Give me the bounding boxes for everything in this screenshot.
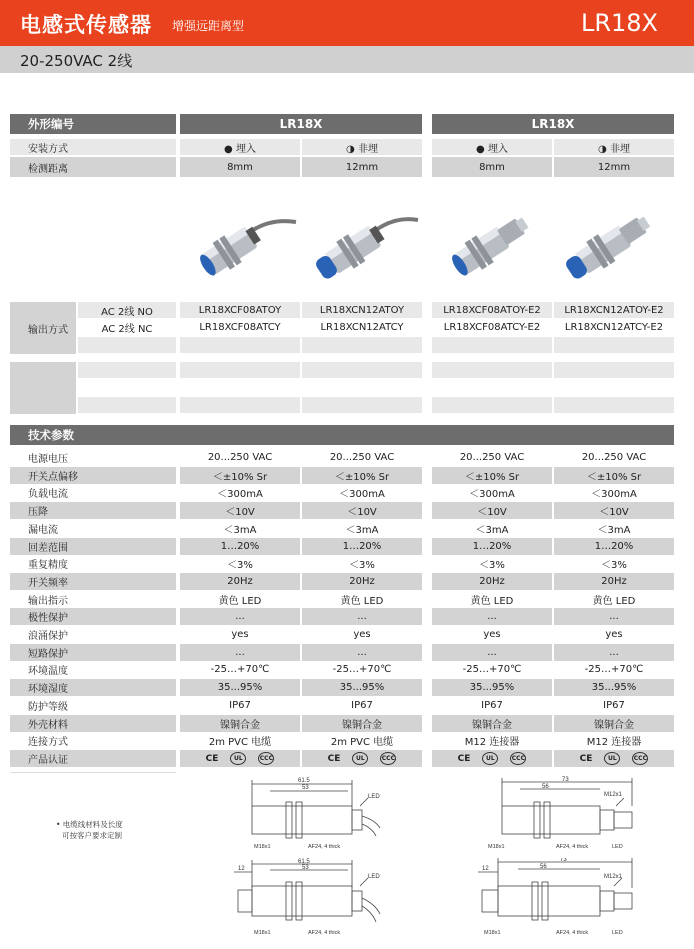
spec-value: 2m PVC 电缆 <box>208 737 272 748</box>
spec-label: 漏电流 <box>28 525 58 536</box>
distance-value: 12mm <box>302 157 422 177</box>
spec-value: ... <box>554 644 674 661</box>
spec-value: ＜3mA <box>475 525 509 536</box>
spec-value: 20...250 VAC <box>207 452 273 463</box>
sensor-image-m12-flush <box>440 196 550 288</box>
cert-icons <box>302 750 422 767</box>
spec-value: 20Hz <box>180 573 300 590</box>
mount-value: ◑ 非埋 <box>554 139 674 155</box>
spec-label: 极性保护 <box>10 608 176 625</box>
spec-value: ... <box>180 608 300 625</box>
spec-value: ＜±10% Sr <box>302 467 422 484</box>
spec-label: 负载电流 <box>28 489 68 500</box>
nut-label: AF24, 4 thick <box>556 930 589 936</box>
dim-body: 56 <box>542 784 549 790</box>
dim-overall: 73 <box>562 777 569 783</box>
dimension-drawing-m12-2 <box>468 858 664 942</box>
spec-value: ＜10V <box>180 502 300 519</box>
spec-label: 重复精度 <box>28 560 68 571</box>
empty-cell <box>78 397 176 413</box>
empty-cell <box>432 337 552 353</box>
connector-label: M12x1 <box>604 792 623 798</box>
dimension-drawing-m12-1 <box>484 776 664 856</box>
empty-cell <box>78 337 176 353</box>
ccc-mark-icon: CCC <box>380 752 396 765</box>
mount-value: ◑ 非埋 <box>302 139 422 155</box>
voltage-label: 20-250VAC 2线 <box>20 52 133 70</box>
model-number: LR18XCN12ATCY <box>320 321 404 333</box>
empty-cell <box>302 337 422 353</box>
spec-value: yes <box>353 629 371 640</box>
ccc-mark-icon: CCC <box>258 752 274 765</box>
spec-value: ＜3mA <box>597 525 631 536</box>
spec-value: ＜10V <box>432 502 552 519</box>
empty-cell <box>10 362 76 414</box>
spec-value: 1…20% <box>180 538 300 555</box>
distance-label: 检测距离 <box>10 157 176 177</box>
group-header-2: LR18X <box>432 114 674 134</box>
spec-value: 1…20% <box>432 538 552 555</box>
spec-value: ＜3% <box>601 560 627 571</box>
nut-label: AF24, 4 thick <box>308 930 341 936</box>
spec-value: 20Hz <box>432 573 552 590</box>
dim-overall: 61.5 <box>298 778 310 784</box>
spec-value: ＜300mA <box>217 489 263 500</box>
output-type: AC 2线 NC <box>101 323 153 335</box>
thread-label: M18x1 <box>488 844 505 850</box>
thread-label: M18x1 <box>254 930 271 936</box>
spec-value: ... <box>302 608 422 625</box>
connector-label: M12x1 <box>604 874 623 880</box>
dim-thread-lead: 12 <box>238 866 245 872</box>
empty-cell <box>302 397 422 413</box>
model-number: LR18XCN12ATOY <box>302 302 422 318</box>
spec-value: ＜10V <box>554 502 674 519</box>
model-number: LR18XCF08ATCY <box>199 321 281 333</box>
dimension-drawing-cable-2 <box>230 858 400 942</box>
drawing-note-line2: 可按客户要求定制 <box>62 831 122 840</box>
cert-icons <box>554 750 674 767</box>
distance-value: 12mm <box>554 157 674 177</box>
distance-value: 8mm <box>180 157 300 177</box>
spec-value: 35...95% <box>180 679 300 696</box>
empty-cell <box>180 397 300 413</box>
thread-label: M18x1 <box>484 930 501 936</box>
model-number: LR18XCF08ATOY-E2 <box>432 302 552 318</box>
spec-value: 35...95% <box>554 679 674 696</box>
spec-value: 20...250 VAC <box>581 452 647 463</box>
spec-value: 20...250 VAC <box>459 452 525 463</box>
dim-body: 53 <box>302 865 309 871</box>
spec-value: ＜10V <box>302 502 422 519</box>
header-title: 电感式传感器 <box>20 13 152 37</box>
spec-value: 镍铜合金 <box>432 715 552 732</box>
spec-label: 外壳材料 <box>10 715 176 732</box>
spec-value: ＜300mA <box>591 489 637 500</box>
spec-value: ＜300mA <box>339 489 385 500</box>
spec-value: 20Hz <box>554 573 674 590</box>
spec-value: ＜±10% Sr <box>554 467 674 484</box>
spec-value: yes <box>605 629 623 640</box>
empty-cell <box>302 362 422 378</box>
ccc-mark-icon: CCC <box>510 752 526 765</box>
spec-value: 35...95% <box>432 679 552 696</box>
spec-value: ＜3mA <box>345 525 379 536</box>
spec-value: 1…20% <box>302 538 422 555</box>
spec-value: 镍铜合金 <box>302 715 422 732</box>
spec-value: ... <box>302 644 422 661</box>
led-label: LED <box>612 930 623 936</box>
spec-label: 连接方式 <box>28 737 68 748</box>
empty-cell <box>432 397 552 413</box>
spec-value: ＜300mA <box>469 489 515 500</box>
spec-value: 35...95% <box>302 679 422 696</box>
empty-cell <box>554 362 674 378</box>
spec-value: yes <box>231 629 249 640</box>
dim-body: 56 <box>540 864 547 870</box>
model-number: LR18XCF08ATOY <box>180 302 300 318</box>
model-number: LR18XCN12ATOY-E2 <box>554 302 674 318</box>
spec-value: 20Hz <box>302 573 422 590</box>
distance-value: 8mm <box>432 157 552 177</box>
mount-label: 安装方式 <box>10 139 176 155</box>
thread-label: M18x1 <box>254 844 271 850</box>
spec-value: ＜3% <box>479 560 505 571</box>
spec-label: 压降 <box>10 502 176 519</box>
sensor-image-m12-nonflush <box>560 196 670 288</box>
spec-label: 开关点偏移 <box>10 467 176 484</box>
ul-mark-icon: UL <box>352 752 368 765</box>
header-subtitle: 增强远距离型 <box>172 19 245 33</box>
spec-value: ... <box>554 608 674 625</box>
spec-label: 环境温度 <box>28 666 68 677</box>
spec-value: IP67 <box>229 700 251 711</box>
spec-label: 短路保护 <box>10 644 176 661</box>
drawing-note-panel <box>10 772 176 943</box>
mount-value: ● 埋入 <box>180 139 300 155</box>
spec-value: -25…+70℃ <box>332 664 392 675</box>
spec-label: 防护等级 <box>28 702 68 713</box>
spec-value: 黄色 LED <box>218 596 262 607</box>
empty-cell <box>78 362 176 378</box>
cert-icons <box>432 750 552 767</box>
led-label: LED <box>368 794 380 800</box>
spec-value: 2m PVC 电缆 <box>330 737 394 748</box>
spec-value: ... <box>180 644 300 661</box>
output-type: AC 2线 NO <box>78 302 176 318</box>
dim-thread-lead: 12 <box>482 866 489 872</box>
model-number: LR18XCN12ATCY-E2 <box>564 321 664 333</box>
spec-value: ＜±10% Sr <box>432 467 552 484</box>
spec-value: -25…+70℃ <box>210 664 270 675</box>
empty-cell <box>180 362 300 378</box>
spec-value: IP67 <box>481 700 503 711</box>
empty-cell <box>554 337 674 353</box>
spec-label: 开关频率 <box>10 573 176 590</box>
header-bar <box>0 0 694 46</box>
spec-value: yes <box>483 629 501 640</box>
nut-label: AF24, 4 thick <box>308 844 341 850</box>
spec-value: 镍铜合金 <box>180 715 300 732</box>
spec-value: IP67 <box>603 700 625 711</box>
nut-label: AF24, 4 thick <box>556 844 589 850</box>
spec-value: ... <box>432 644 552 661</box>
sensor-image-cable-nonflush <box>310 196 420 288</box>
spec-value: M12 连接器 <box>586 737 642 748</box>
spec-label: 电源电压 <box>28 454 68 465</box>
ce-mark-icon: CE <box>579 753 593 764</box>
ul-mark-icon: UL <box>482 752 498 765</box>
empty-cell <box>554 397 674 413</box>
dimension-drawing-cable-1 <box>230 776 400 856</box>
voltage-band <box>0 46 694 73</box>
spec-value: M12 连接器 <box>464 737 520 748</box>
dim-overall: 73 <box>560 858 567 863</box>
spec-value: 黄色 LED <box>592 596 636 607</box>
spec-value: ... <box>432 608 552 625</box>
ccc-mark-icon: CCC <box>632 752 648 765</box>
output-label: 输出方式 <box>10 302 76 354</box>
spec-value: 1…20% <box>554 538 674 555</box>
mount-value: ● 埋入 <box>432 139 552 155</box>
spec-value: 20...250 VAC <box>329 452 395 463</box>
spec-value: 镍铜合金 <box>554 715 674 732</box>
spec-value: 黄色 LED <box>470 596 514 607</box>
spec-label: 浪涌保护 <box>28 631 68 642</box>
ul-mark-icon: UL <box>604 752 620 765</box>
spec-value: ＜±10% Sr <box>180 467 300 484</box>
spec-value: -25…+70℃ <box>462 664 522 675</box>
spec-value: 黄色 LED <box>340 596 384 607</box>
spec-value: ＜3% <box>349 560 375 571</box>
cert-icons <box>180 750 300 767</box>
led-label: LED <box>368 874 380 880</box>
spec-label: 回差范围 <box>10 538 176 555</box>
ul-mark-icon: UL <box>230 752 246 765</box>
sensor-image-cable-flush <box>188 196 298 288</box>
spec-value: IP67 <box>351 700 373 711</box>
specs-title: 技术参数 <box>10 425 674 445</box>
model-number: LR18XCF08ATCY-E2 <box>443 321 541 333</box>
header-model: LR18X <box>580 9 658 37</box>
spec-label: 环境湿度 <box>10 679 176 696</box>
dim-body: 53 <box>302 785 309 791</box>
ce-mark-icon: CE <box>327 753 341 764</box>
drawing-note-line1: • 电缆线材料及长度 <box>56 820 123 829</box>
led-label: LED <box>612 844 623 850</box>
spec-value: ＜3% <box>227 560 253 571</box>
spec-value: ＜3mA <box>223 525 257 536</box>
group-header-1: LR18X <box>180 114 422 134</box>
ce-mark-icon: CE <box>457 753 471 764</box>
dim-overall: 61.5 <box>298 859 310 865</box>
shape-label: 外形编号 <box>10 114 176 134</box>
spec-value: -25…+70℃ <box>584 664 644 675</box>
spec-label: 产品认证 <box>10 750 176 767</box>
spec-label: 输出指示 <box>28 596 68 607</box>
drawing-note <box>56 819 123 841</box>
ce-mark-icon: CE <box>205 753 219 764</box>
empty-cell <box>432 362 552 378</box>
empty-cell <box>180 337 300 353</box>
